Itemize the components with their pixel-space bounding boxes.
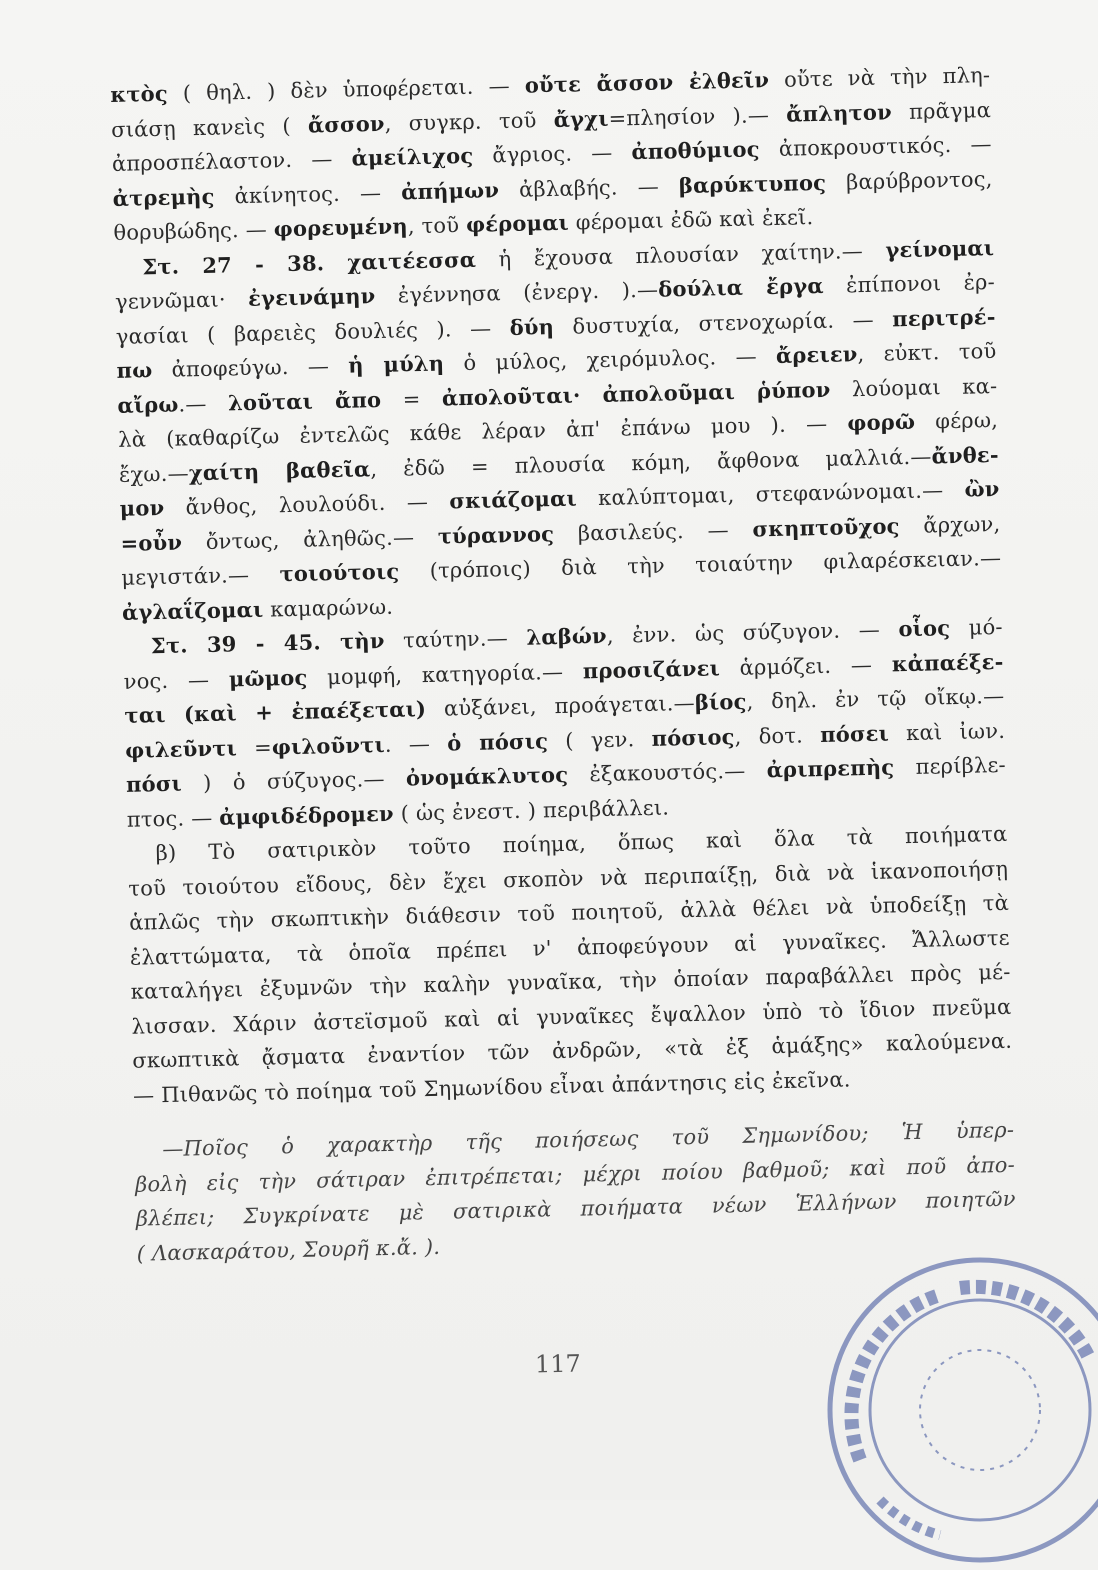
gloss-text: οὔτε νὰ τὴν πλη- bbox=[768, 63, 991, 93]
text-line: —Ποῖος ὁ χαρακτὴρ τῆς ποιήσεως τοῦ Σημωνίδου; Ἡ ὑπερ- bbox=[162, 1117, 1015, 1162]
headword: βαρύκτυπος bbox=[678, 169, 827, 198]
headword: δούλια ἔργα bbox=[657, 272, 824, 302]
gloss-text: =πλησίον ).— bbox=[608, 102, 787, 131]
gloss-text: ἐγέννησα (ἐνεργ. ).— bbox=[375, 277, 659, 309]
headword: χαίτη βαθεῖα bbox=[188, 455, 371, 485]
text-line: ( Λασκαράτου, Σουρῆ κ.ἄ. ). bbox=[136, 1234, 441, 1266]
questions-paragraph bbox=[134, 1113, 1017, 1271]
headword: σκηπτοῦχος bbox=[752, 512, 900, 542]
gloss-text: ὁ μύλος, χειρόμυλος. — bbox=[443, 343, 777, 376]
headword: λοῦται ἄπο bbox=[227, 386, 382, 415]
gloss-text: , εὐκτ. τοῦ bbox=[857, 338, 997, 367]
headword: πω bbox=[116, 357, 153, 383]
text-line: — Πιθανῶς τὸ ποίημα τοῦ Σημωνίδου εἶναι ἀπάντησις εἰς ἐκεῖνα. bbox=[132, 1066, 851, 1108]
gloss-text: ἐξακουστός.— bbox=[567, 758, 767, 787]
headword: =οὖν bbox=[120, 528, 183, 556]
gloss-text: (τρόποις) διὰ τὴν τοιαύτην φιλαρέσκειαν.— bbox=[399, 545, 1002, 584]
gloss-text: βαρύβροντος, bbox=[825, 166, 993, 195]
headword: ἀπολοῦται· ἀπολοῦμαι ῥύπον bbox=[441, 376, 831, 411]
gloss-text: ἐπίπονοι ἐρ- bbox=[823, 269, 996, 298]
headword: φέρομαι bbox=[465, 209, 570, 237]
gloss-text: ἀβλαβής. — bbox=[498, 173, 680, 202]
headword: φορῶ bbox=[847, 408, 916, 436]
headword: ἀμείλιχος bbox=[351, 142, 474, 171]
page-text-block bbox=[110, 58, 1017, 1271]
gloss-text: , ἐδῶ = πλουσία κόμη, ἄφθονα μαλλιά.— bbox=[370, 443, 932, 481]
gloss-text: μομφή, κατηγορία.— bbox=[307, 658, 584, 690]
headword: ἄπλητον bbox=[785, 98, 893, 127]
headword: φιλεῦντι bbox=[124, 734, 238, 763]
headword: ἄνθε- bbox=[931, 441, 1000, 468]
headword: ἄσσον bbox=[307, 110, 385, 138]
headword: μον bbox=[119, 494, 165, 521]
gloss-text: ) ὁ σύζυγος.— bbox=[181, 766, 407, 796]
gloss-text: ταύτην.— bbox=[384, 625, 527, 653]
gloss-text: , ἐνν. ὡς σύζυγον. — bbox=[606, 617, 899, 648]
headword: περιτρέ- bbox=[891, 303, 996, 331]
headword: Στ. 39 - 45. bbox=[150, 628, 341, 659]
headword: αἴρω bbox=[117, 391, 179, 418]
gloss-text: γεννῶμαι· bbox=[114, 286, 249, 314]
text-line: τοῦ τοιούτου εἴδους, δὲν ἔχει σκοπὸν νὰ περιπαίξῃ, διὰ νὰ ἱκανοποιήσῃ bbox=[128, 856, 1009, 901]
headword: ἐγεινάμην bbox=[247, 283, 376, 311]
gloss-text: ( ὡς ἐνεστ. ) περιβάλλει. bbox=[393, 795, 670, 826]
headword: πόσει bbox=[819, 719, 890, 747]
headword: πόσιος bbox=[651, 723, 735, 751]
gloss-text: λὰ (καθαρίζω ἐντελῶς κάθε λέραν ἀπ' ἐπάνω μου ). — bbox=[117, 411, 848, 452]
text-line: ἁπλῶς τὴν σκωπτικὴν διάθεσιν τοῦ ποιητοῦ, ἀλλὰ θέλει νὰ ὑποδείξῃ τὰ bbox=[128, 890, 1010, 935]
headword: ἀγλαΐζομαι bbox=[121, 596, 264, 625]
gloss-text: ἄγριος. — bbox=[473, 140, 632, 168]
text-line: βολὴ εἰς τὴν σάτιραν ἐπιτρέπεται; μέχρι ποίου βαθμοῦ; καὶ ποῦ ἀπο- bbox=[134, 1152, 1016, 1197]
headword: φιλοῦντι bbox=[271, 731, 386, 759]
gloss-text: μεγιστάν.— bbox=[121, 562, 280, 590]
headword: σκιάζομαι bbox=[449, 485, 578, 514]
headword: φορευμένη bbox=[273, 213, 409, 242]
gloss-text: καμαρώνω. bbox=[263, 594, 394, 622]
gloss-text: ἔχω.— bbox=[118, 460, 190, 487]
gloss-text: δυστυχία, στενοχωρία. — bbox=[553, 306, 893, 339]
headword: Στ. 27 - 38. bbox=[141, 249, 348, 279]
headword: ἡ μύλη bbox=[347, 350, 445, 378]
headword: ἀπήμων bbox=[400, 176, 500, 204]
text-line: καταλήγει ἐξυμνῶν τὴν καλὴν γυναῖκα, τὴν ὁποίαν παραβάλλει πρὸς μέ- bbox=[130, 959, 1011, 1004]
gloss-text: = bbox=[236, 735, 273, 760]
gloss-text: λούομαι κα- bbox=[830, 373, 998, 402]
gloss-text: ἄνθος, λουλούδι. — bbox=[164, 489, 450, 520]
headword: λαβών bbox=[526, 622, 608, 650]
headword: οἷος bbox=[898, 615, 951, 642]
headword: πόσι bbox=[125, 770, 183, 797]
gloss-text: φέρω, bbox=[914, 407, 999, 434]
gloss-text: πτος. — bbox=[126, 805, 220, 832]
gloss-text: , συγκρ. τοῦ bbox=[384, 107, 554, 136]
headword: ἀτρεμὴς bbox=[112, 183, 215, 211]
glossary-paragraph-2 bbox=[114, 230, 1002, 629]
gloss-text: μό- bbox=[949, 614, 1003, 641]
gloss-text: , δοτ. bbox=[734, 722, 821, 749]
gloss-text: ( γεν. bbox=[547, 726, 652, 753]
text-line: βλέπει; Συγκρίνατε μὲ σατιρικὰ ποιήματα νέων Ἑλλήνων ποιητῶν bbox=[135, 1186, 1016, 1231]
text-line: ἐλαττώματα, τὰ ὁποῖα πρέπει ν' ἀποφεύγουν αἱ γυναῖκες. Ἄλλωστε bbox=[129, 925, 1010, 970]
headword: οὔτε ἄσσον ἐλθεῖν bbox=[524, 67, 770, 98]
gloss-text: ὄντως, ἀληθῶς.— bbox=[181, 524, 439, 554]
gloss-text: νος. — bbox=[123, 666, 230, 694]
gloss-text: βασιλεύς. — bbox=[553, 517, 753, 546]
headword: δύη bbox=[509, 313, 555, 340]
text-line: β) Τὸ σατιρικὸν τοῦτο ποίημα, ὅπως καὶ ὅλα τὰ ποιήματα bbox=[155, 821, 1008, 866]
gloss-text: ἀποφεύγω. — bbox=[152, 353, 349, 383]
headword: βίος bbox=[694, 688, 747, 715]
headword: τοιούτοις bbox=[279, 558, 400, 587]
headword: κἀπαέξε- bbox=[891, 648, 1004, 676]
gloss-text: περίβλε- bbox=[893, 752, 1007, 780]
headword: μῶμος bbox=[228, 664, 308, 691]
headword: χαιτέεσσα bbox=[347, 246, 477, 275]
headword: ἀμφιδέδρομεν bbox=[218, 800, 395, 830]
gloss-text: ἀποκρουστικός. — bbox=[759, 132, 992, 162]
gloss-text: σιάσῃ κανεὶς ( bbox=[110, 113, 309, 142]
gloss-text: . — bbox=[384, 731, 448, 757]
gloss-text: ἁρμόζει. — bbox=[719, 651, 893, 680]
gloss-text: , τοῦ bbox=[407, 212, 467, 239]
glossary-paragraph-3 bbox=[123, 610, 1007, 837]
headword: κτὸς bbox=[110, 80, 169, 107]
gloss-text: , δηλ. ἐν τῷ οἴκῳ.— bbox=[746, 683, 1005, 714]
page-number: 117 bbox=[534, 1349, 582, 1379]
gloss-text: .— bbox=[178, 390, 229, 417]
headword: προσιζάνει bbox=[582, 654, 721, 683]
headword: τὴν bbox=[339, 627, 385, 654]
headword: ὀνομάκλυτος bbox=[405, 761, 569, 791]
headword: ται (καὶ + ἐπαέξεται) bbox=[124, 695, 427, 728]
headword: ἀποθύμιος bbox=[631, 136, 760, 165]
text-line: λισσαν. Χάριν ἀστεϊσμοῦ καὶ αἱ γυναῖκες ἔψαλλον ὑπὸ τὸ ἴδιον πνεῦμα bbox=[131, 994, 1012, 1039]
gloss-text: ( θηλ. ) δὲν ὑποφέρεται. — bbox=[167, 73, 526, 106]
headword: ἀριπρεπὴς bbox=[766, 754, 895, 783]
headword: τύραννος bbox=[437, 520, 555, 549]
gloss-text: φέρομαι ἐδῶ καὶ ἐκεῖ. bbox=[568, 205, 814, 235]
gloss-text: καὶ ἰων. bbox=[888, 718, 1006, 745]
gloss-text: ἀπροσπέλαστον. — bbox=[111, 146, 352, 176]
headword: ὁ πόσις bbox=[446, 727, 549, 756]
headword: ἄγχι bbox=[553, 105, 609, 132]
gloss-text: αὐξάνει, προάγεται.— bbox=[425, 690, 696, 721]
gloss-text: πρᾶγμα bbox=[891, 97, 992, 124]
gloss-text: = bbox=[380, 386, 443, 412]
gloss-text: γασίαι ( βαρειὲς δουλιές ). — bbox=[115, 315, 510, 349]
text-line: σκωπτικὰ ᾄσματα ἐναντίον τῶν ἀνδρῶν, «τὰ ἐξ ἁμάξης» καλούμενα. bbox=[132, 1028, 1013, 1073]
gloss-text: καλύπτομαι, στεφανώνομαι.— bbox=[576, 477, 965, 511]
library-stamp-icon bbox=[820, 1250, 1098, 1570]
gloss-text: ἀκίνητος. — bbox=[214, 179, 402, 209]
gloss-text: ἄρχων, bbox=[899, 511, 1001, 538]
gloss-text: ἡ ἔχουσα πλουσίαν χαίτην.— bbox=[475, 237, 886, 272]
headword: ὢν bbox=[964, 475, 1000, 502]
commentary-paragraph bbox=[127, 817, 1013, 1113]
gloss-text: θορυβώδης. — bbox=[113, 217, 275, 245]
headword: ἄρειεν bbox=[775, 341, 858, 368]
glossary-paragraph-1 bbox=[110, 58, 994, 250]
headword: γείνομαι bbox=[885, 234, 995, 262]
